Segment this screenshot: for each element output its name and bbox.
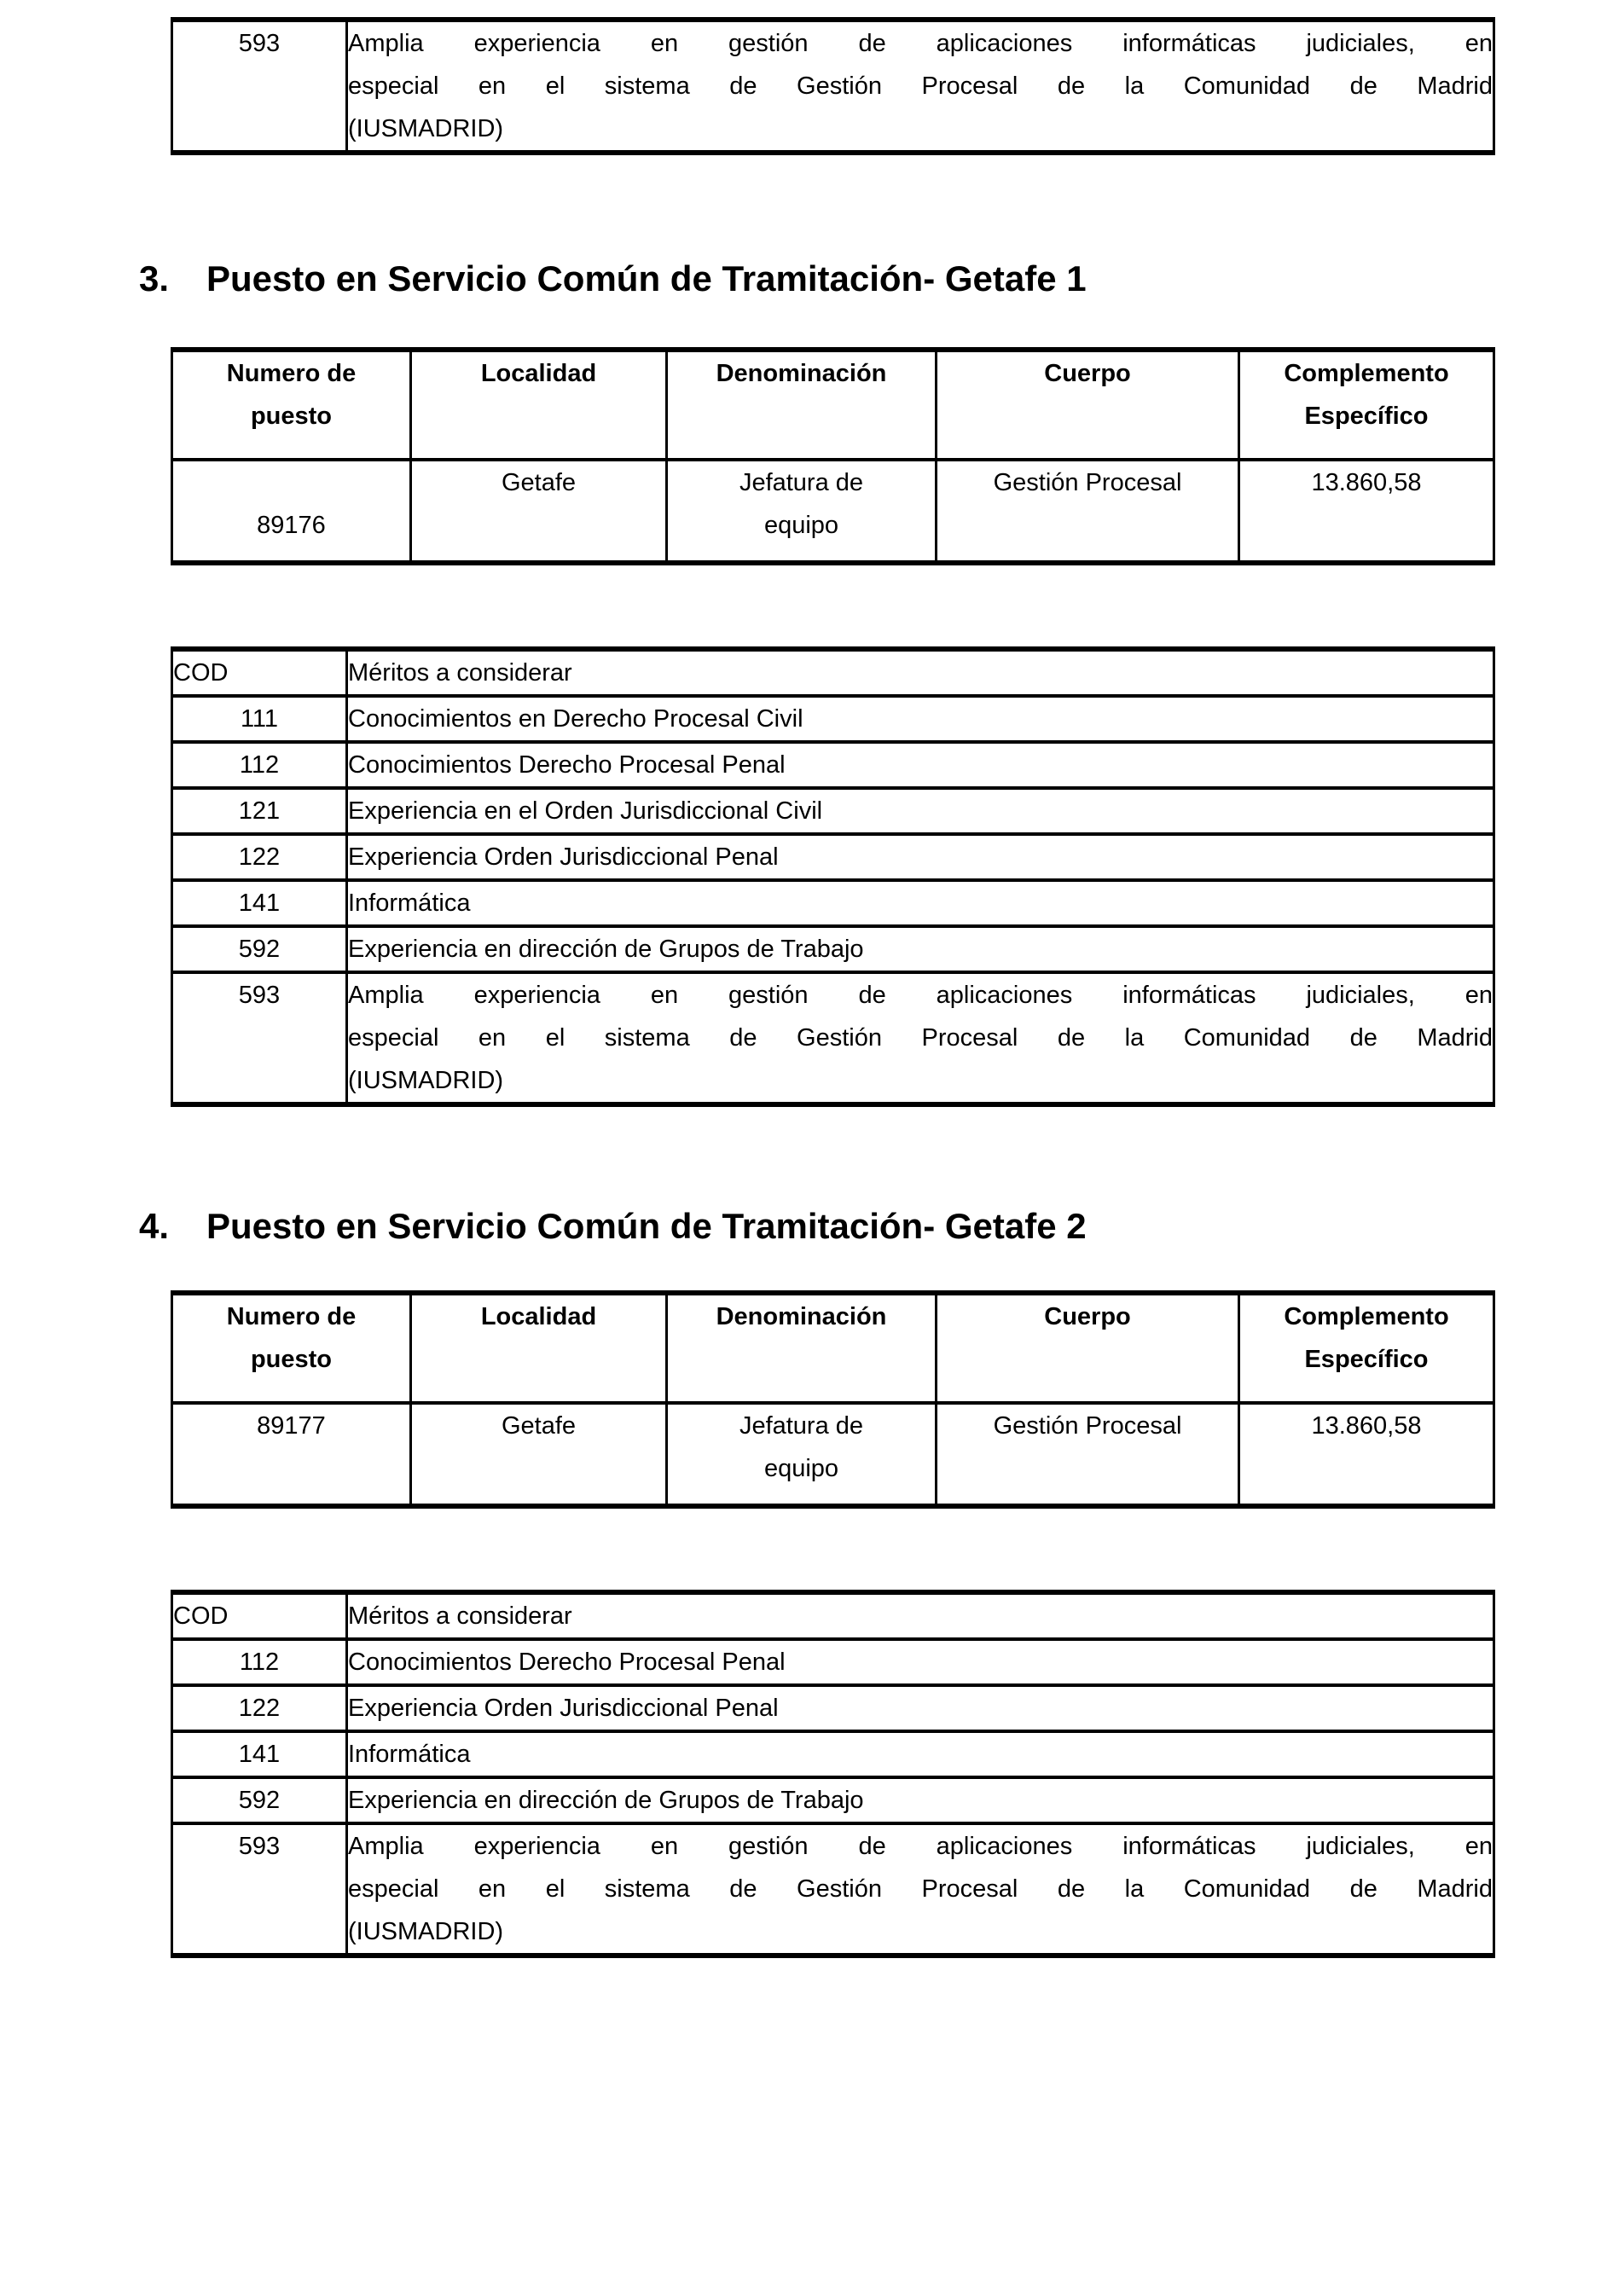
table-row xyxy=(172,972,1494,1104)
merit-cell: Experiencia en dirección de Grupos de Trabajo xyxy=(347,926,1494,972)
table-row xyxy=(172,880,1494,926)
cell-numero: 89177 xyxy=(172,1403,411,1506)
cod-value xyxy=(172,20,347,153)
merit-cell: Informática xyxy=(347,880,1494,926)
header-numero-puesto: Numero de puesto xyxy=(172,1293,411,1403)
table-data-row xyxy=(172,460,1494,563)
merit-line: (IUSMADRID) xyxy=(348,1067,504,1094)
continuation-merits-table xyxy=(171,17,1495,155)
position-info-table-getafe2 xyxy=(171,1290,1495,1509)
merit-cell: Conocimientos Derecho Procesal Penal xyxy=(347,1639,1494,1685)
table-header-row xyxy=(172,350,1494,460)
table-header-row xyxy=(172,1592,1494,1639)
cod-value: 141 xyxy=(172,1731,347,1777)
cod-value: 122 xyxy=(172,834,347,880)
table-row xyxy=(172,20,1494,153)
merit-cell: Experiencia en el Orden Jurisdiccional Civil xyxy=(347,788,1494,834)
cod-value: 121 xyxy=(172,788,347,834)
merit-line: Amplia experiencia en gestión de aplicaciones informáticas judiciales, en xyxy=(348,1833,1493,1860)
header-complemento: Complemento Específico xyxy=(1239,1293,1494,1403)
merit-line: especial en el sistema de Gestión Procesal de la Comunidad de Madrid xyxy=(348,1024,1493,1052)
cod-value: 593 xyxy=(172,1823,347,1956)
cell-numero: 89176 xyxy=(172,460,411,563)
merits-table-getafe1 xyxy=(171,646,1495,1107)
cod-value: 122 xyxy=(172,1685,347,1731)
cod-value: 592 xyxy=(172,1777,347,1823)
heading-number: 4. xyxy=(139,1206,170,1246)
header-denominacion: Denominación xyxy=(667,350,937,460)
merit-line: especial en el sistema de Gestión Procesal de la Comunidad de Madrid xyxy=(348,72,1493,100)
cod-value: 111 xyxy=(172,696,347,742)
heading-number: 3. xyxy=(139,258,170,298)
table-row xyxy=(172,1639,1494,1685)
table-row xyxy=(172,926,1494,972)
cell-complemento: 13.860,58 xyxy=(1239,1403,1494,1506)
cod-text: 593 xyxy=(238,30,281,57)
table-header-row xyxy=(172,649,1494,696)
header-meritos: Méritos a considerar xyxy=(347,1592,1494,1639)
merit-cell xyxy=(347,20,1494,153)
merit-line: Amplia experiencia en gestión de aplicaciones informáticas judiciales, en xyxy=(348,982,1493,1009)
header-numero-puesto: Numero de puesto xyxy=(172,350,411,460)
section-heading-4 xyxy=(139,1205,1624,1248)
merit-line: (IUSMADRID) xyxy=(348,1918,504,1945)
table-row xyxy=(172,1731,1494,1777)
cell-denominacion: Jefatura de equipo xyxy=(667,460,937,563)
heading-title: Puesto en Servicio Común de Tramitación- Getafe 2 xyxy=(206,1206,1087,1246)
cell-denominacion: Jefatura de equipo xyxy=(667,1403,937,1506)
header-cuerpo: Cuerpo xyxy=(937,350,1239,460)
header-cuerpo: Cuerpo xyxy=(937,1293,1239,1403)
table-row xyxy=(172,696,1494,742)
table-row xyxy=(172,742,1494,788)
header-cod: COD xyxy=(172,1592,347,1639)
merit-cell: Experiencia Orden Jurisdiccional Penal xyxy=(347,834,1494,880)
table-row xyxy=(172,1777,1494,1823)
table-header-row xyxy=(172,1293,1494,1403)
header-meritos: Méritos a considerar xyxy=(347,649,1494,696)
cod-value: 112 xyxy=(172,1639,347,1685)
merit-cell xyxy=(347,972,1494,1104)
merit-cell: Experiencia Orden Jurisdiccional Penal xyxy=(347,1685,1494,1731)
merit-cell: Conocimientos en Derecho Procesal Civil xyxy=(347,696,1494,742)
header-localidad: Localidad xyxy=(411,1293,667,1403)
merit-line: Amplia experiencia en gestión de aplicaciones informáticas judiciales, en xyxy=(348,30,1493,57)
merits-table-getafe2 xyxy=(171,1590,1495,1958)
table-row xyxy=(172,788,1494,834)
merit-cell: Experiencia en dirección de Grupos de Trabajo xyxy=(347,1777,1494,1823)
cell-localidad: Getafe xyxy=(411,1403,667,1506)
merit-cell xyxy=(347,1823,1494,1956)
header-complemento: Complemento Específico xyxy=(1239,350,1494,460)
table-data-row xyxy=(172,1403,1494,1506)
header-denominacion: Denominación xyxy=(667,1293,937,1403)
cod-value: 141 xyxy=(172,880,347,926)
table-row xyxy=(172,834,1494,880)
position-info-table-getafe1 xyxy=(171,347,1495,565)
cod-value: 112 xyxy=(172,742,347,788)
cod-value: 593 xyxy=(172,972,347,1104)
heading-title: Puesto en Servicio Común de Tramitación- Getafe 1 xyxy=(206,258,1087,298)
cell-cuerpo: Gestión Procesal xyxy=(937,1403,1239,1506)
header-localidad: Localidad xyxy=(411,350,667,460)
cell-complemento: 13.860,58 xyxy=(1239,460,1494,563)
header-cod: COD xyxy=(172,649,347,696)
cell-localidad: Getafe xyxy=(411,460,667,563)
merit-line: (IUSMADRID) xyxy=(348,115,504,142)
table-row xyxy=(172,1685,1494,1731)
cell-cuerpo: Gestión Procesal xyxy=(937,460,1239,563)
merit-line: especial en el sistema de Gestión Procesal de la Comunidad de Madrid xyxy=(348,1875,1493,1903)
table-row xyxy=(172,1823,1494,1956)
section-heading-3 xyxy=(139,258,1624,300)
merit-cell: Informática xyxy=(347,1731,1494,1777)
cod-value: 592 xyxy=(172,926,347,972)
merit-cell: Conocimientos Derecho Procesal Penal xyxy=(347,742,1494,788)
